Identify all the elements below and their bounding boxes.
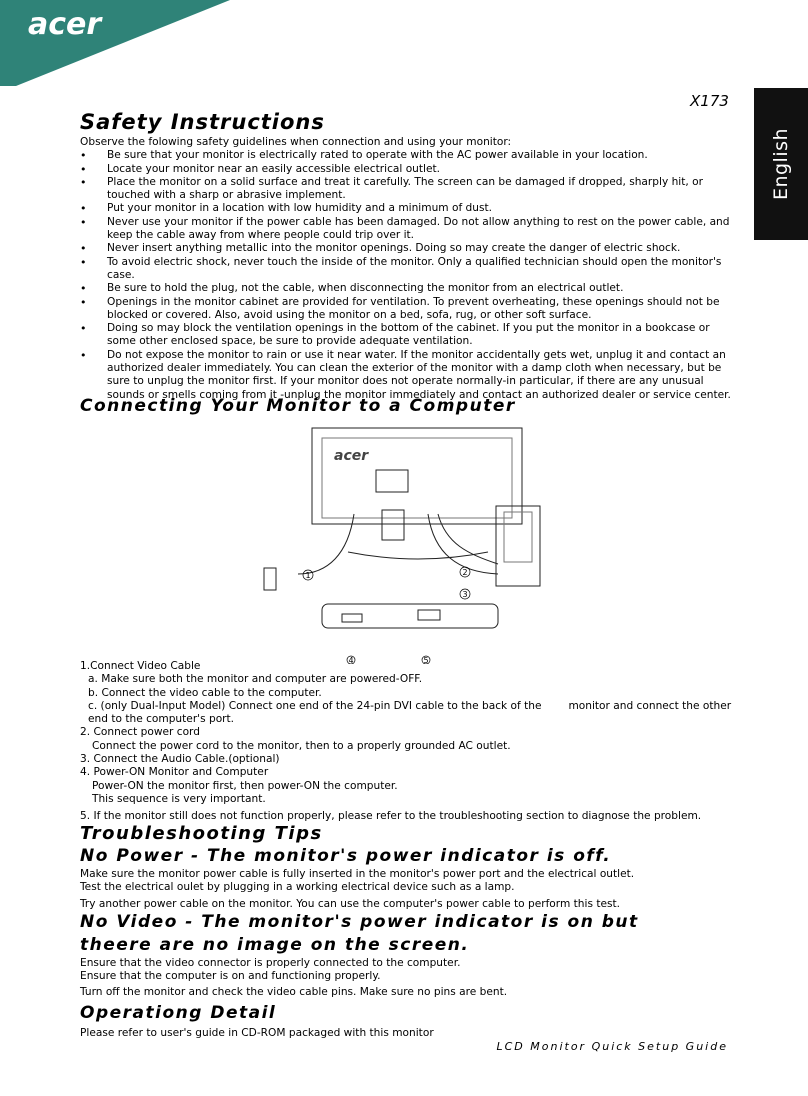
no-power-title: No Power - The monitor's power indicator is off.: [80, 846, 612, 866]
no-video-line: Turn off the monitor and check the video cable pins. Make sure no pins are bent.: [80, 986, 508, 999]
step-text: b. Connect the video cable to the computer.: [88, 686, 322, 699]
footer-text: LCD Monitor Quick Setup Guide: [496, 1040, 728, 1053]
no-video-line: Ensure that the video connector is properly connected to the computer.: [80, 956, 461, 969]
step-text: 4. Power-ON Monitor and Computer: [80, 766, 269, 779]
list-item: • Never use your monitor if the power cable has been damaged. Do not allow anything to rest on the power cable, and keep the cable away from where people could trip over it.: [80, 216, 732, 243]
safety-intro: Observe the folowing safety guidelines when connection and using your monitor:: [80, 136, 512, 148]
troubleshooting-section: [80, 822, 732, 1040]
no-video-title: No Video - The monitor's power indicator is on but theere are no image on the screen.: [80, 911, 639, 955]
callout-label: 4: [348, 656, 354, 664]
safety-list: [80, 149, 732, 402]
operation-title: Operationg Detail: [80, 1002, 277, 1023]
list-item: • To avoid electric shock, never touch the inside of the monitor. Only a qualified technician should open the monitor's case.: [80, 256, 732, 283]
operation-text: Please refer to user's guide in CD-ROM packaged with this monitor: [80, 1026, 434, 1039]
diagram-monitor-logo: acer: [334, 448, 369, 464]
callout-label: 2: [462, 568, 468, 577]
connecting-section: [80, 395, 732, 418]
callout-label: 3: [462, 590, 468, 599]
language-tab: [754, 88, 808, 240]
troubleshooting-title: Troubleshooting Tips: [80, 823, 323, 844]
connecting-steps: [80, 660, 735, 824]
step-text: 2. Connect power cord: [80, 726, 200, 739]
acer-logo-band: [0, 0, 240, 86]
list-item: • Locate your monitor near an easily accessible electrical outlet.: [80, 163, 732, 176]
list-item: • Put your monitor in a location with low humidity and a minimum of dust.: [80, 202, 732, 215]
step-text: Power-ON the monitor first, then power-ON the computer.: [92, 779, 398, 792]
connecting-title: Connecting Your Monitor to a Computer: [80, 396, 516, 416]
callout-label: 1: [305, 571, 311, 580]
list-item: • Doing so may block the ventilation openings in the bottom of the cabinet. If you put the monitor in a bookcase or some other enclosed space, be sure to provide adequate ventilation.: [80, 322, 732, 349]
language-tab-label: English: [770, 127, 792, 201]
step-text: This sequence is very important.: [92, 792, 266, 805]
list-item: • Never insert anything metallic into the monitor openings. Doing so may create the danger of electric shock.: [80, 242, 732, 255]
list-item: • Place the monitor on a solid surface and treat it carefully. The screen can be damaged if dropped, sharply hit, or touched with a sharp or abrasive implement.: [80, 176, 732, 203]
no-video-line: Ensure that the computer is on and functioning properly.: [80, 970, 381, 983]
list-item: • Do not expose the monitor to rain or use it near water. If the monitor accidentally gets wet, unplug it and contact an authorized dealer immediately. You can clean the exterior of the monitor with a damp cloth when necessary, but be sure to unplug the monitor first. If your monitor does not operate normally-in particular, if there are any unusual sounds or smells coming from it -unplug the monitor immediately and contact an authorized dealer or service center.: [80, 349, 732, 402]
callout-label: 5: [423, 656, 429, 664]
no-power-line: Test the electrical oulet by plugging in a working electrical device such as a lamp.: [80, 881, 515, 894]
list-item: • Openings in the monitor cabinet are provided for ventilation. To prevent overheating, these openings should not be blocked or covered. Also, avoid using the monitor on a bed, sofa, rug, or other soft surface.: [80, 296, 732, 323]
list-item: • Be sure that your monitor is electrically rated to operate with the AC power available in your location.: [80, 149, 732, 162]
acer-logo: acer: [28, 7, 102, 42]
connection-diagram: [258, 424, 558, 664]
list-item: • Be sure to hold the plug, not the cable, when disconnecting the monitor from an electrical outlet.: [80, 282, 732, 295]
safety-title: Safety Instructions: [80, 110, 325, 134]
step-text: c. (only Dual-Input Model) Connect one end of the 24-pin DVI cable to the back of the monitor and connect the other end to the computer's port.: [88, 699, 735, 726]
step-text: 5. If the monitor still does not function properly, please refer to the troubleshooting section to diagnose the problem.: [80, 810, 702, 823]
no-power-line: Try another power cable on the monitor. You can use the computer's power cable to perform this test.: [80, 897, 621, 910]
safety-section: [80, 110, 732, 402]
step-text: Connect the power cord to the monitor, then to a properly grounded AC outlet.: [92, 739, 511, 752]
model-number: X173: [690, 92, 729, 110]
step-text: 3. Connect the Audio Cable.(optional): [80, 753, 280, 766]
step-text: a. Make sure both the monitor and computer are powered-OFF.: [88, 673, 423, 686]
no-power-line: Make sure the monitor power cable is fully inserted in the monitor's power port and the electrical outlet.: [80, 868, 635, 880]
monitor-outline: [312, 428, 522, 524]
step-text: 1.Connect Video Cable: [80, 660, 201, 672]
